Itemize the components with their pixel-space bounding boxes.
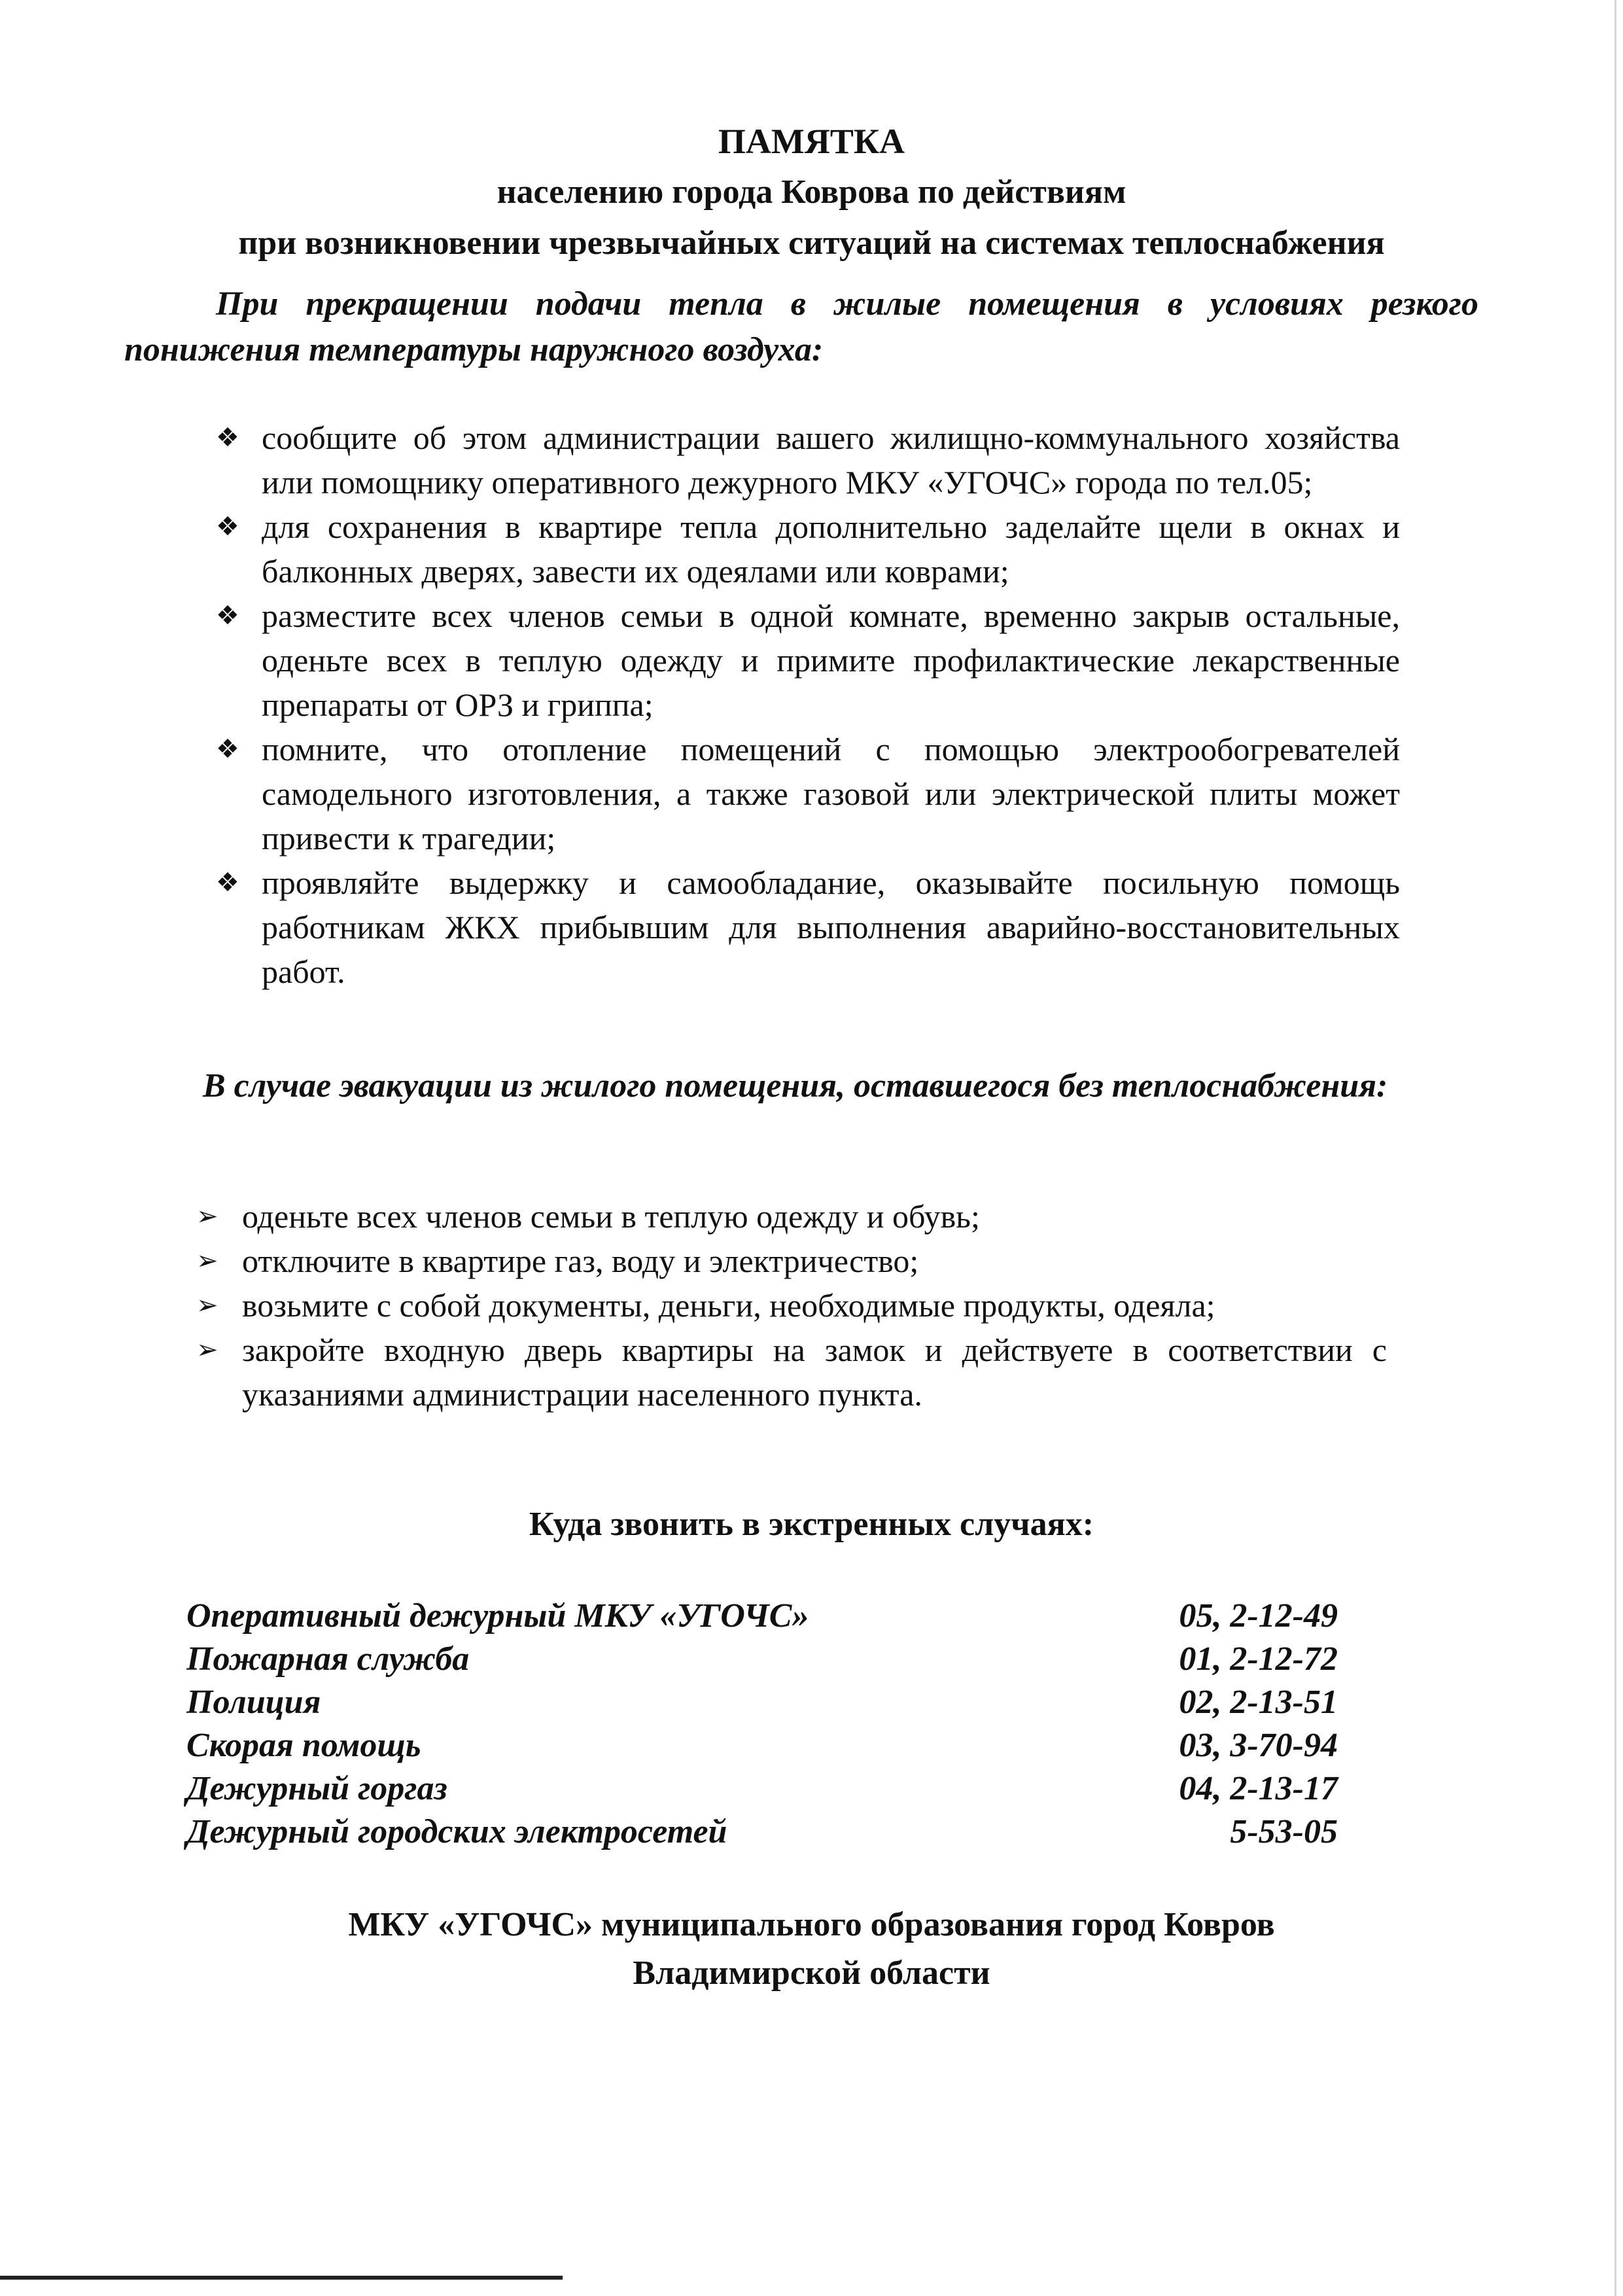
contact-name: Дежурный горгаз bbox=[186, 1770, 447, 1807]
contact-phone: 01, 2-12-72 bbox=[1179, 1640, 1338, 1678]
list-item bbox=[196, 1194, 1387, 1239]
diamond-bullet-icon: ❖ bbox=[216, 734, 239, 764]
scan-artifact-line bbox=[0, 2276, 563, 2280]
list-item-text: сообщите об этом администрации вашего жилищно-коммунального хозяйства или помощнику оперативного дежурного МКУ «УГОЧС» города по тел.05; bbox=[262, 419, 1400, 501]
contact-row bbox=[186, 1812, 1338, 1856]
document-title: ПАМЯТКА bbox=[718, 122, 905, 161]
contact-name: Скорая помощь bbox=[186, 1727, 421, 1764]
diamond-bullet-icon: ❖ bbox=[216, 512, 239, 542]
footer-line-2: Владимирской области bbox=[633, 1954, 990, 1992]
list-item-text: проявляйте выдержку и самообладание, оказывайте посильную помощь работникам ЖКХ прибывшим для выполнения аварийно-восстановительных работ. bbox=[262, 864, 1400, 990]
contact-phone: 5-53-05 bbox=[1230, 1813, 1338, 1850]
contact-row bbox=[186, 1769, 1338, 1812]
arrow-bullet-icon: ➢ bbox=[196, 1201, 218, 1231]
document-subtitle bbox=[0, 167, 1623, 269]
contact-name: Дежурный городских электросетей bbox=[186, 1813, 727, 1850]
contact-phone: 04, 2-13-17 bbox=[1179, 1770, 1338, 1807]
section-heading-heat-loss: При прекращении подачи тепла в жилые помещения в условиях резкого понижения температуры наружного воздуха: bbox=[124, 285, 1478, 368]
scan-artifact-edge bbox=[1614, 0, 1616, 2296]
list-item-text: возьмите с собой документы, деньги, необходимые продукты, одеяла; bbox=[242, 1287, 1215, 1324]
contact-name: Пожарная служба bbox=[186, 1640, 470, 1678]
arrow-bullet-icon: ➢ bbox=[196, 1246, 218, 1276]
heat-loss-instructions-list bbox=[216, 415, 1400, 994]
list-item bbox=[196, 1239, 1387, 1283]
arrow-bullet-icon: ➢ bbox=[196, 1290, 218, 1320]
arrow-bullet-icon: ➢ bbox=[196, 1335, 218, 1365]
list-item bbox=[216, 727, 1400, 860]
contacts-heading: Куда звонить в экстренных случаях: bbox=[529, 1506, 1094, 1543]
contact-row bbox=[186, 1683, 1338, 1726]
contact-phone: 02, 2-13-51 bbox=[1179, 1684, 1338, 1721]
contact-phone: 03, 3-70-94 bbox=[1179, 1727, 1338, 1764]
contact-name: Оперативный дежурный МКУ «УГОЧС» bbox=[186, 1597, 809, 1634]
diamond-bullet-icon: ❖ bbox=[216, 601, 239, 631]
contact-name: Полиция bbox=[186, 1684, 321, 1721]
list-item-text: для сохранения в квартире тепла дополнительно заделайте щели в окнах и балконных дверях, завести их одеялами или коврами; bbox=[262, 508, 1400, 590]
subtitle-line-2: при возникновении чрезвычайных ситуаций на системах теплоснабжения bbox=[238, 224, 1385, 262]
list-item bbox=[216, 860, 1400, 994]
list-item-text: закройте входную дверь квартиры на замок и действуете в соответствии с указаниями администрации населенного пункта. bbox=[242, 1332, 1387, 1413]
list-item-text: отключите в квартире газ, воду и электричество; bbox=[242, 1243, 919, 1279]
diamond-bullet-icon: ❖ bbox=[216, 423, 239, 453]
list-item bbox=[196, 1283, 1387, 1328]
subtitle-line-1: населению города Коврова по действиям bbox=[497, 173, 1126, 211]
issuer-footer bbox=[0, 1901, 1623, 1998]
evacuation-instructions-list bbox=[196, 1194, 1387, 1417]
list-item bbox=[196, 1328, 1387, 1417]
contact-phone: 05, 2-12-49 bbox=[1179, 1597, 1338, 1634]
diamond-bullet-icon: ❖ bbox=[216, 868, 239, 898]
list-item-text: оденьте всех членов семьи в теплую одежду и обувь; bbox=[242, 1198, 980, 1235]
section-heading-evacuation: В случае эвакуации из жилого помещения, оставшегося без теплоснабжения: bbox=[203, 1067, 1388, 1104]
list-item-text: разместите всех членов семьи в одной комнате, временно закрыв остальные, оденьте всех в теплую одежду и примите профилактические лекарственные препараты от ОРЗ и гриппа; bbox=[262, 597, 1400, 723]
contact-row bbox=[186, 1640, 1338, 1683]
list-item bbox=[216, 504, 1400, 593]
contact-row bbox=[186, 1726, 1338, 1769]
emergency-contacts-table bbox=[186, 1597, 1338, 1856]
list-item bbox=[216, 593, 1400, 727]
contact-row bbox=[186, 1597, 1338, 1640]
list-item bbox=[216, 415, 1400, 504]
footer-line-1: МКУ «УГОЧС» муниципального образования город Ковров bbox=[348, 1906, 1275, 1943]
list-item-text: помните, что отопление помещений с помощью электрообогревателей самодельного изготовления, а также газовой или электрической плиты может привести к трагедии; bbox=[262, 731, 1400, 857]
